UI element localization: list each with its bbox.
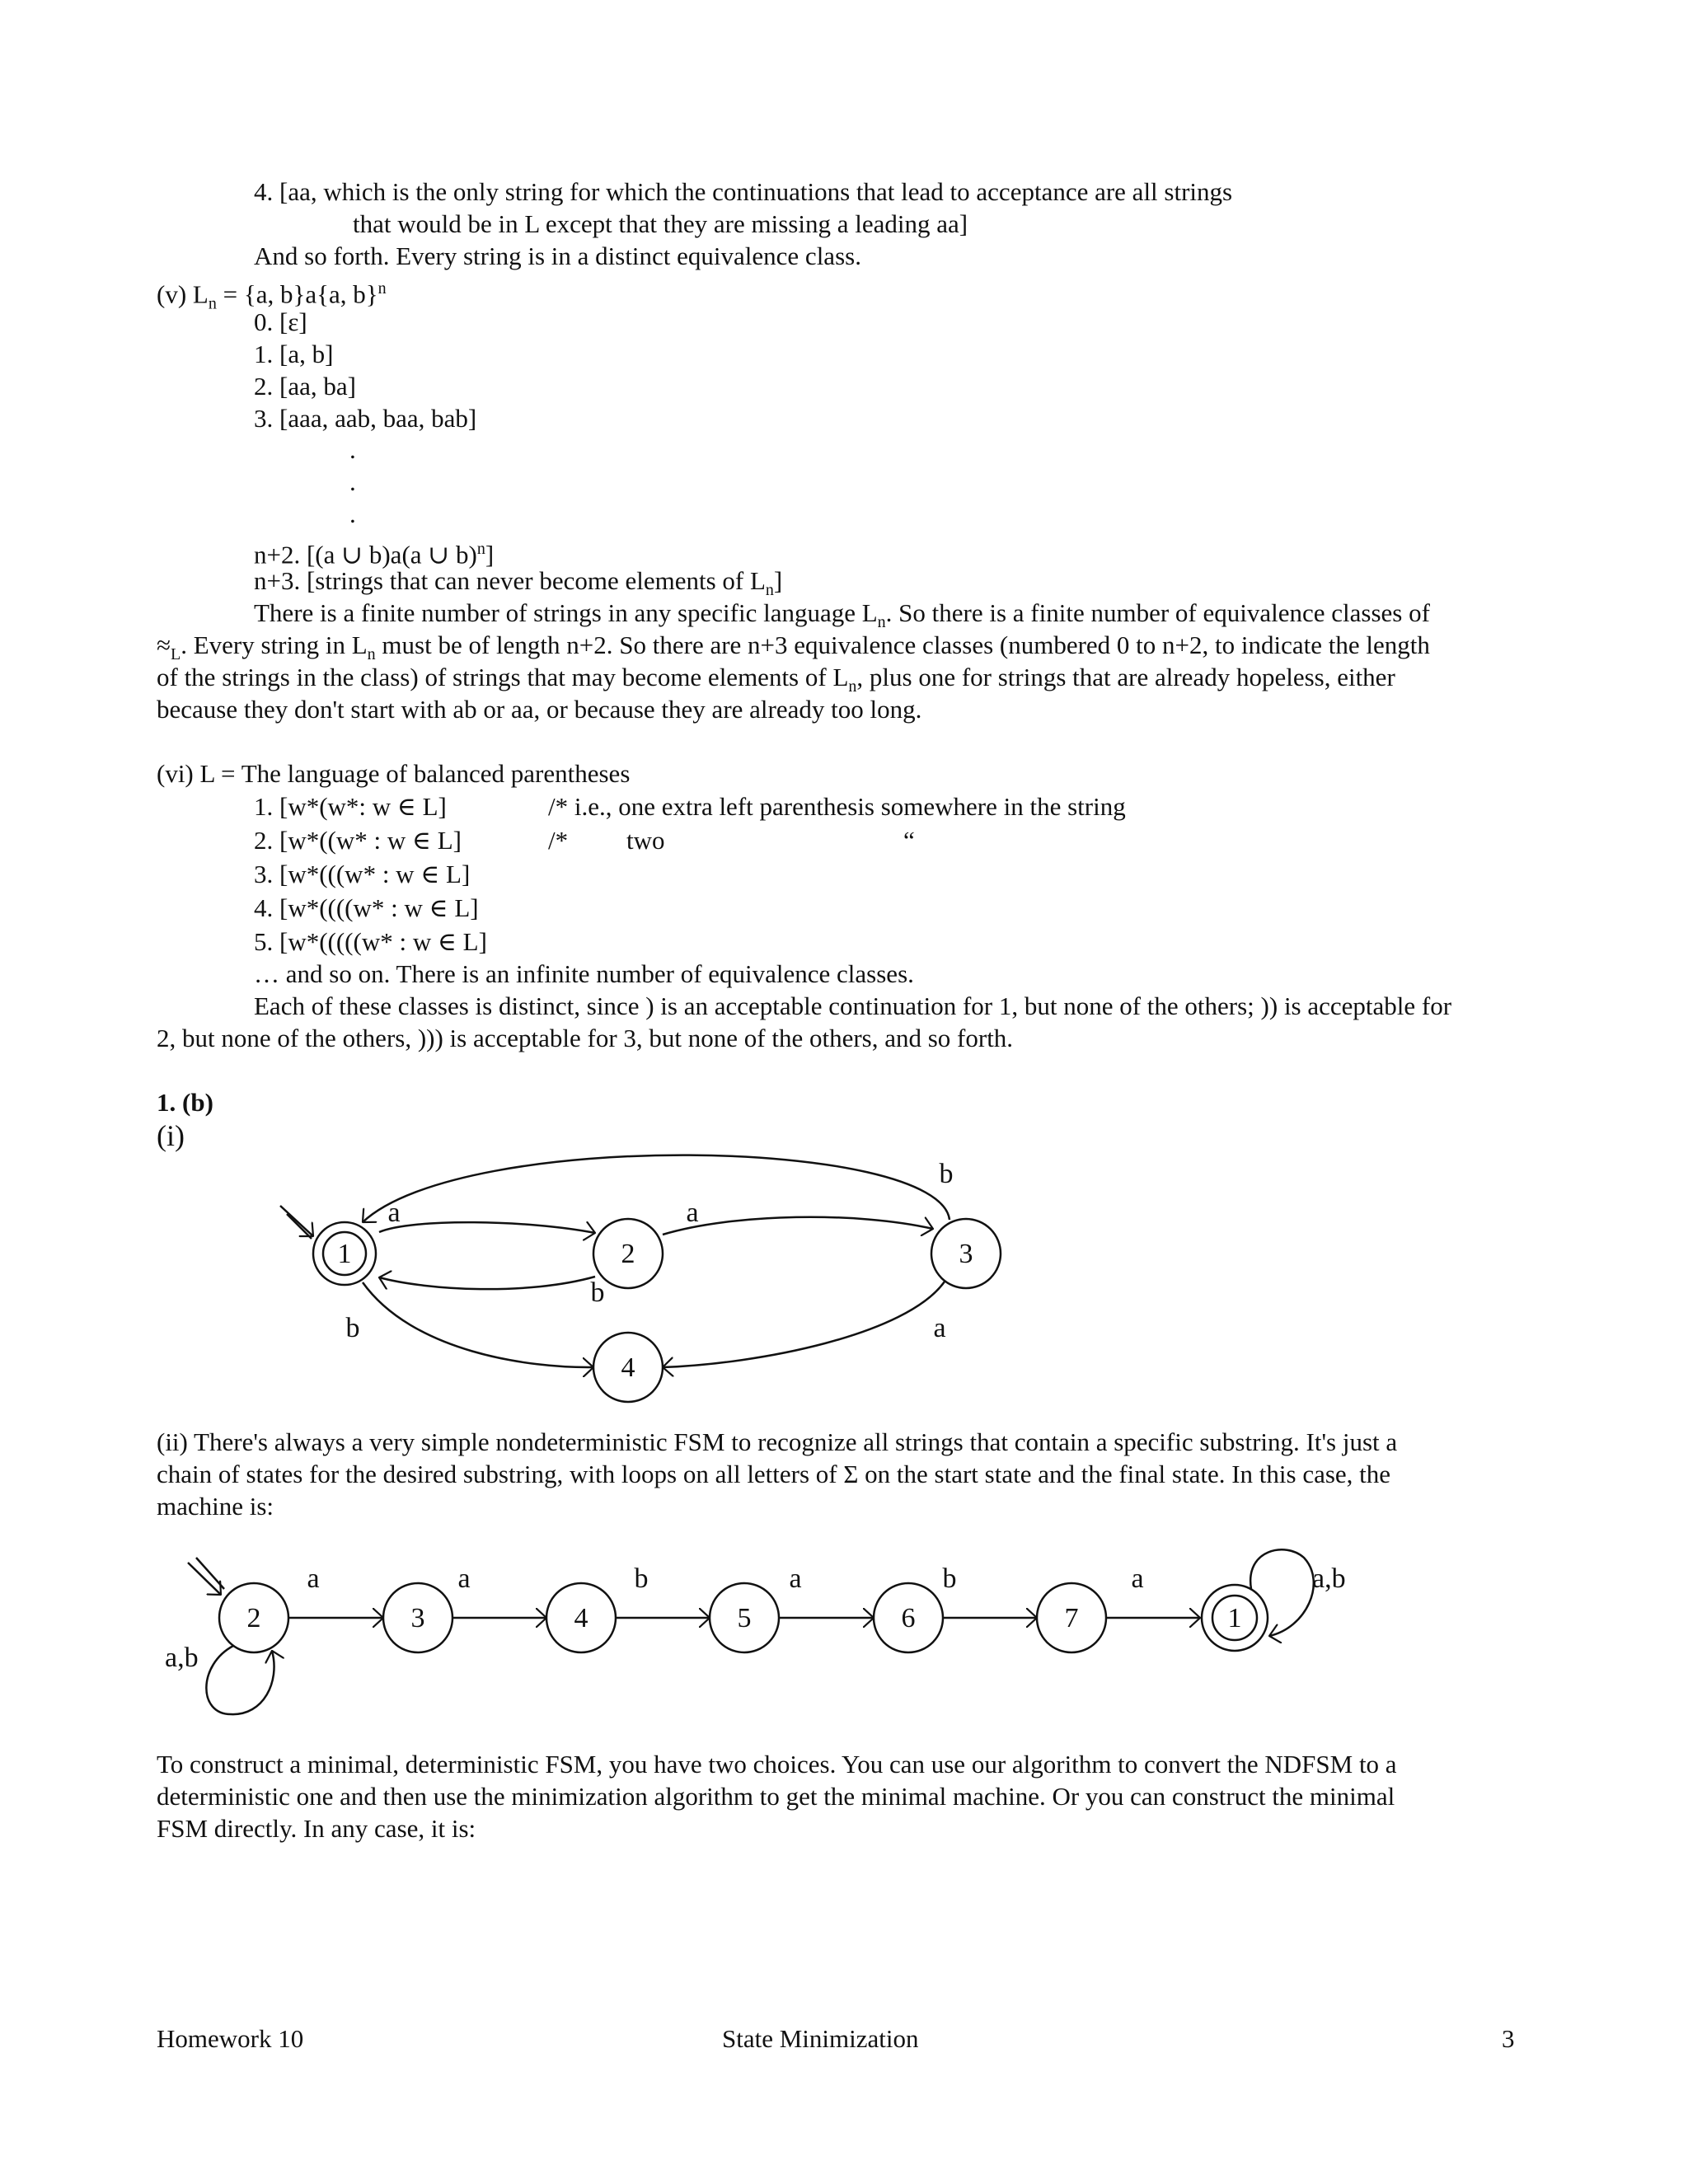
class-3: 3. [aaa, aab, baa, bab] [254, 404, 477, 433]
loop-label-start: a,b [165, 1643, 199, 1673]
state-label-1: 1 [337, 1239, 352, 1269]
comment-2-open: /* [548, 826, 569, 855]
class-0: 0. [ε] [254, 307, 307, 336]
paragraph-v-line1: There is a finite number of strings in any specific language $L_n$. So there is a finite number of equivalence classes of [254, 598, 1430, 632]
paren-class-3: 3. [w*(((w* : w ∈ L] [254, 860, 471, 888]
edge-label: b [942, 1563, 957, 1594]
state-label-1: 1 [1227, 1603, 1242, 1633]
comment-2-two: two [626, 826, 665, 855]
edge-label: a [789, 1563, 802, 1594]
paren-class-1: 1. [w*(w*: w ∈ L] [254, 792, 447, 821]
and-so-forth: And so forth. Every string is in a distinct equivalence class. [254, 241, 861, 270]
edge-label-2-1: b [590, 1277, 605, 1308]
paren-class-5: 5. [w*(((((w* : w ∈ L] [254, 927, 487, 956]
section-heading-1b: 1. (b) [157, 1088, 213, 1117]
state-label-4: 4 [621, 1352, 635, 1383]
loop-label-final: a,b [1312, 1563, 1346, 1594]
edge-label-1-2: a [387, 1197, 401, 1228]
and-so-on: … and so on. There is an infinite number of equivalence classes. [254, 959, 914, 988]
closing-line3: FSM directly. In any case, it is: [157, 1814, 476, 1843]
self-loop-start [206, 1646, 274, 1714]
footer-center: State Minimization [722, 2024, 919, 2053]
item4-line2: that would be in L except that they are missing a leading aa] [353, 209, 968, 238]
closing-line2: deterministic one and then use the minimization algorithm to get the minimal machine. Or you can construct the minimal [157, 1782, 1395, 1811]
paragraph-vi-line1: Each of these classes is distinct, since ) is an acceptable continuation for 1, but none of the others; )) is acceptable for [254, 991, 1452, 1020]
paren-class-4: 4. [w*((((w* : w ∈ L] [254, 893, 479, 922]
edge-label-2-3: a [686, 1197, 699, 1228]
paragraph-v-line2: $\approx_L$. Every string in $L_n$ must be of length n+2. So there are n+3 equivalence classes (numbered 0 to n+2, to indicate the length [157, 630, 1430, 664]
part-ii-line3: machine is: [157, 1492, 274, 1521]
ellipsis-dot: . [349, 467, 356, 496]
paragraph-v-line3: of the strings in the class) of strings that may become elements of $L_n$, plus one for strings that are already hopeless, either [157, 663, 1395, 696]
edge-label: a [307, 1563, 320, 1594]
edge-label: a [1131, 1563, 1144, 1594]
comment-1: /* i.e., one extra left parenthesis somewhere in the string [548, 792, 1126, 821]
state-label-3: 3 [410, 1603, 425, 1633]
class-2: 2. [aa, ba] [254, 372, 356, 401]
state-label-6: 6 [901, 1603, 916, 1633]
part-ii-line1: (ii) There's always a very simple nondeterministic FSM to recognize all strings that contain a specific substring. It's just a [157, 1427, 1398, 1456]
part-vi-heading: (vi) L = The language of balanced parentheses [157, 759, 631, 788]
edge-label-3-4: a [933, 1313, 946, 1343]
class-n-plus-3: n+3. [strings that can never become elements of $L_n$] [254, 566, 783, 600]
state-label-4: 4 [574, 1603, 588, 1633]
edge-label-1-4: b [345, 1313, 360, 1343]
page-number: 3 [1502, 2024, 1515, 2053]
paren-class-2: 2. [w*((w* : w ∈ L] [254, 826, 462, 855]
part-ii-line2: chain of states for the desired substring, with loops on all letters of Σ on the start state and the final state. In this case, the [157, 1460, 1391, 1488]
class-1: 1. [a, b] [254, 340, 334, 368]
self-loop-final [1250, 1549, 1314, 1636]
paragraph-v-line4: because they don't start with ab or aa, or because they are already too long. [157, 695, 922, 724]
state-label-2: 2 [246, 1603, 261, 1633]
edge-label: a [457, 1563, 471, 1594]
ellipsis-dot: . [349, 435, 356, 464]
part-v-heading: (v) $L_n = \{a$, b}a{a, b}$^n$ [157, 279, 387, 313]
footer-left: Homework 10 [157, 2024, 304, 2053]
subpart-i-label: (i) [157, 1119, 185, 1152]
comment-2-ditto: “ [903, 826, 915, 855]
paragraph-vi-line2: 2, but none of the others, ))) is acceptable for 3, but none of the others, and so forth. [157, 1024, 1014, 1052]
edge-label: b [634, 1563, 649, 1594]
state-label-5: 5 [737, 1603, 752, 1633]
ellipsis-dot: . [349, 499, 356, 528]
closing-line1: To construct a minimal, deterministic FSM, you have two choices. You can use our algorithm to convert the NDFSM to a [157, 1750, 1397, 1779]
edge-label-3-1: b [939, 1159, 954, 1189]
class-n-plus-2: n+2. [(a ∪ b)a(a ∪ b)$^n$] [254, 540, 495, 569]
state-label-7: 7 [1064, 1603, 1079, 1633]
state-label-3: 3 [959, 1239, 973, 1269]
item4-line1: 4. [aa, which is the only string for which the continuations that lead to acceptance are all strings [254, 177, 1233, 206]
state-label-2: 2 [621, 1239, 635, 1269]
